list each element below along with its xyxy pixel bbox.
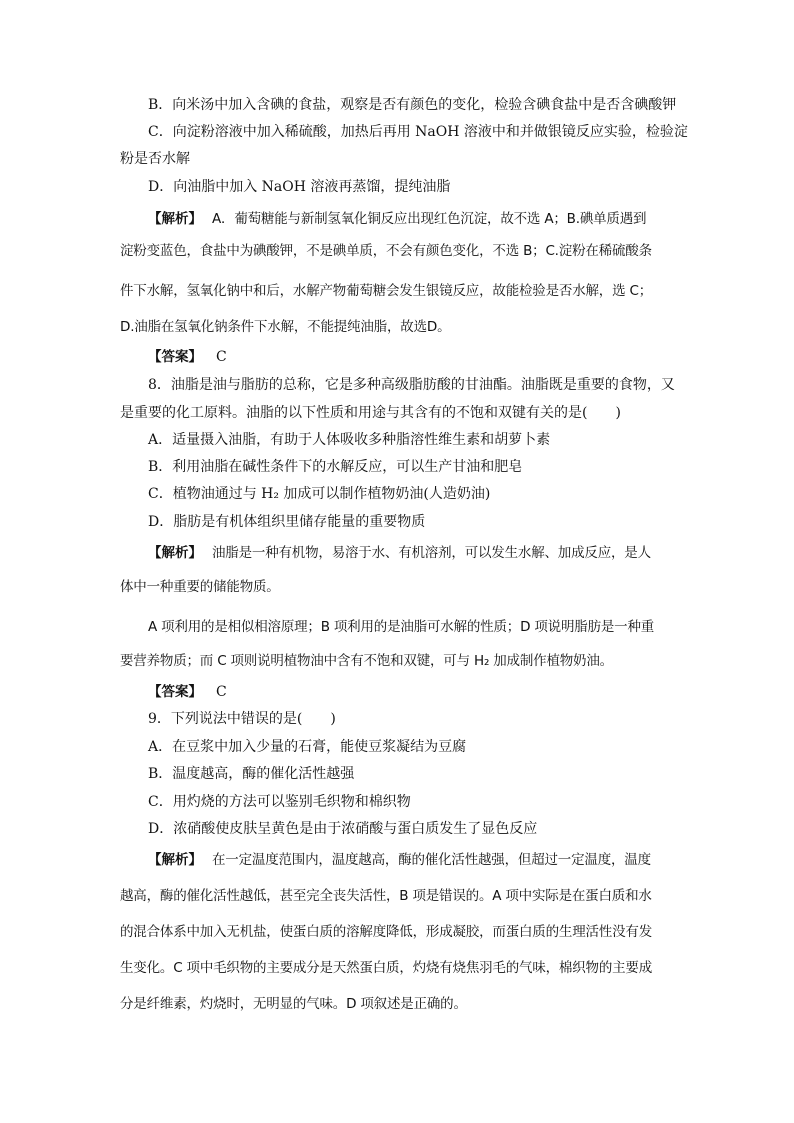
q9-option-b: B．温度越高，酶的催化活性越强 xyxy=(148,766,355,782)
q9-analysis-line-4: 生变化。C 项中毛织物的主要成分是天然蛋白质，灼烧有烧焦羽毛的气味，棉织物的主要成 xyxy=(120,960,653,976)
answer-tag: 【答案】 xyxy=(148,349,202,365)
q8-stem-2: 是重要的化工原料。油脂的以下性质和用途与其含有的不饱和双键有关的是( ) xyxy=(120,405,621,421)
q9-analysis-line-5: 分是纤维素，灼烧时，无明显的气味。D 项叙述是正确的。 xyxy=(120,996,467,1012)
q7-answer xyxy=(148,347,227,367)
q7-analysis-line-4: D.油脂在氢氧化钠条件下水解，不能提纯油脂，故选D。 xyxy=(120,319,451,335)
analysis-text: 在一定温度范围内，温度越高，酶的催化活性越强，但超过一定温度，温度 xyxy=(212,852,651,868)
q9-option-c: C．用灼烧的方法可以鉴别毛织物和棉织物 xyxy=(148,794,411,810)
answer-value: C xyxy=(216,684,227,700)
answer-tag: 【答案】 xyxy=(148,684,202,700)
q7-analysis-line-1 xyxy=(148,209,646,229)
q8-option-a: A．适量摄入油脂，有助于人体吸收多种脂溶性维生素和胡萝卜素 xyxy=(148,432,551,448)
analysis-text: 油脂是一种有机物，易溶于水、有机溶剂，可以发生水解、加成反应，是人 xyxy=(212,545,651,561)
analysis-text: A．葡萄糖能与新制氢氧化铜反应出现红色沉淀，故不选 A；B.碘单质遇到 xyxy=(212,211,647,227)
q8-analysis-line-4: 要营养物质；而 C 项则说明植物油中含有不饱和双键，可与 H₂ 加成制作植物奶油。 xyxy=(120,653,613,669)
q8-option-c: C．植物油通过与 H₂ 加成可以制作植物奶油(人造奶油) xyxy=(148,486,491,502)
q7-option-c: C．向淀粉溶液中加入稀硫酸，加热后再用 NaOH 溶液中和并做银镜反应实验，检验淀 xyxy=(148,124,688,140)
answer-value: C xyxy=(216,349,227,365)
analysis-tag: 【解析】 xyxy=(148,545,202,561)
q7-analysis-line-3: 件下水解，氢氧化钠中和后，水解产物葡萄糖会发生银镜反应，故能检验是否水解，选 C； xyxy=(120,283,653,299)
q9-analysis-line-2: 越高，酶的催化活性越低，甚至完全丧失活性，B 项是错误的。A 项中实际是在蛋白质和水 xyxy=(120,888,652,904)
q9-stem: 9．下列说法中错误的是( ) xyxy=(148,711,336,727)
q9-option-d: D．浓硝酸使皮肤呈黄色是由于浓硝酸与蛋白质发生了显色反应 xyxy=(148,821,538,837)
q9-analysis-line-1 xyxy=(148,850,651,870)
q8-analysis-line-2: 体中一种重要的储能物质。 xyxy=(120,579,280,595)
q7-option-b: B．向米汤中加入含碘的食盐，观察是否有颜色的变化，检验含碘食盐中是否含碘酸钾 xyxy=(148,97,677,113)
q7-option-c-cont: 粉是否水解 xyxy=(120,151,190,167)
analysis-tag: 【解析】 xyxy=(148,211,202,227)
q7-option-d: D．向油脂中加入 NaOH 溶液再蒸馏，提纯油脂 xyxy=(148,179,451,195)
q8-stem-1: 8．油脂是油与脂肪的总称，它是多种高级脂肪酸的甘油酯。油脂既是重要的食物，又 xyxy=(148,377,675,393)
q8-option-b: B．利用油脂在碱性条件下的水解反应，可以生产甘油和肥皂 xyxy=(148,459,523,475)
q8-analysis-line-3: A 项利用的是相似相溶原理；B 项利用的是油脂可水解的性质；D 项说明脂肪是一种重 xyxy=(148,619,655,635)
analysis-tag: 【解析】 xyxy=(148,852,202,868)
q8-option-d: D．脂肪是有机体组织里储存能量的重要物质 xyxy=(148,514,426,530)
q8-analysis-line-1 xyxy=(148,543,651,563)
q7-analysis-line-2: 淀粉变蓝色，食盐中为碘酸钾，不是碘单质，不会有颜色变化，不选 B；C.淀粉在稀硫酸条 xyxy=(120,243,652,259)
q8-answer xyxy=(148,682,227,702)
q9-analysis-line-3: 的混合体系中加入无机盐，使蛋白质的溶解度降低，形成凝胶，而蛋白质的生理活性没有发 xyxy=(120,924,652,940)
q9-option-a: A．在豆浆中加入少量的石膏，能使豆浆凝结为豆腐 xyxy=(148,739,467,755)
